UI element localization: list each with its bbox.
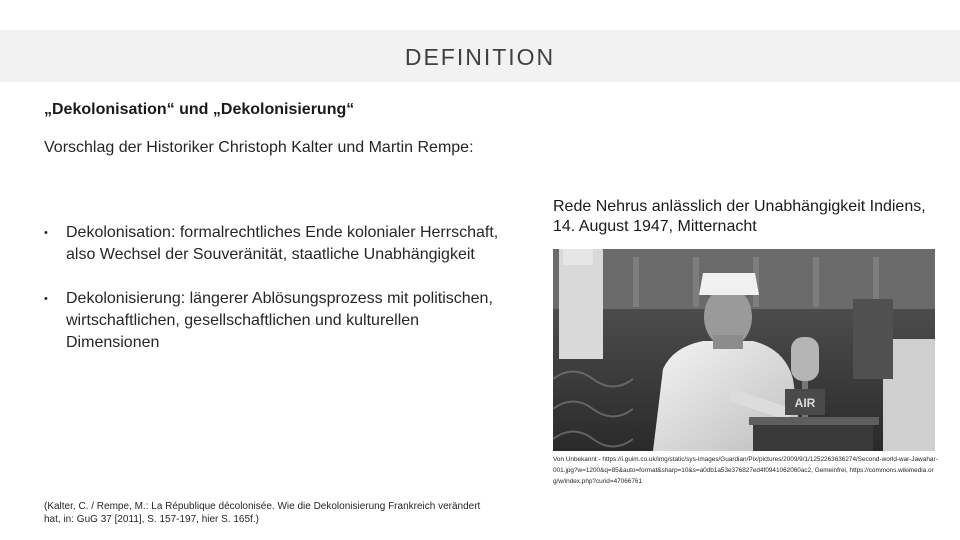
- definition-text: Dekolonisierung: längerer Ablösungsprozess mit politischen, wirtschaftlichen, gesellschaftlichen und kulturellen Dimensionen: [66, 290, 493, 351]
- slide-subtitle: „Dekolonisation“ und „Dekolonisierung“: [44, 101, 355, 118]
- definition-text: Dekolonisation: formalrechtliches Ende kolonialer Herrschaft, also Wechsel der Souveränität, staatliche Unabhängigkeit: [66, 224, 499, 263]
- photo-credit: Von Unbekannt - https://i.guim.co.uk/img/static/sys-images/Guardian/Pix/pictures/2009/9/1/1252263636274/Second-world-war-Jawahar-001.jpg?w=1200&q=85&auto=format&sharp=10&s=a0db1a53e376827ed4f0941062060ac2, Gemeinfrei, https://commons.wikimedia.org/w/index.php?curid=47066761: [553, 456, 938, 485]
- citation: (Kalter, C. / Rempe, M.: La République décolonisée. Wie die Dekolonisierung Frankreich verändert hat, in: GuG 37 [2011], S. 157-197, hier S. 165f.): [44, 501, 481, 525]
- bullet-icon: •: [44, 293, 48, 305]
- photo-caption: Rede Nehrus anlässlich der Unabhängigkeit Indiens, 14. August 1947, Mitternacht: [553, 198, 926, 235]
- slide-title: DEFINITION: [404, 44, 556, 70]
- nehru-speech-photo: [553, 249, 935, 451]
- photo-illustration: [553, 249, 935, 451]
- definition-list: [44, 222, 504, 376]
- intro-text: Vorschlag der Historiker Christoph Kalter und Martin Rempe:: [44, 139, 474, 156]
- microphone-label: AIR: [794, 396, 816, 410]
- definition-item-dekolonisation: [44, 222, 504, 266]
- definition-item-dekolonisierung: [44, 288, 504, 354]
- bullet-icon: •: [44, 227, 48, 239]
